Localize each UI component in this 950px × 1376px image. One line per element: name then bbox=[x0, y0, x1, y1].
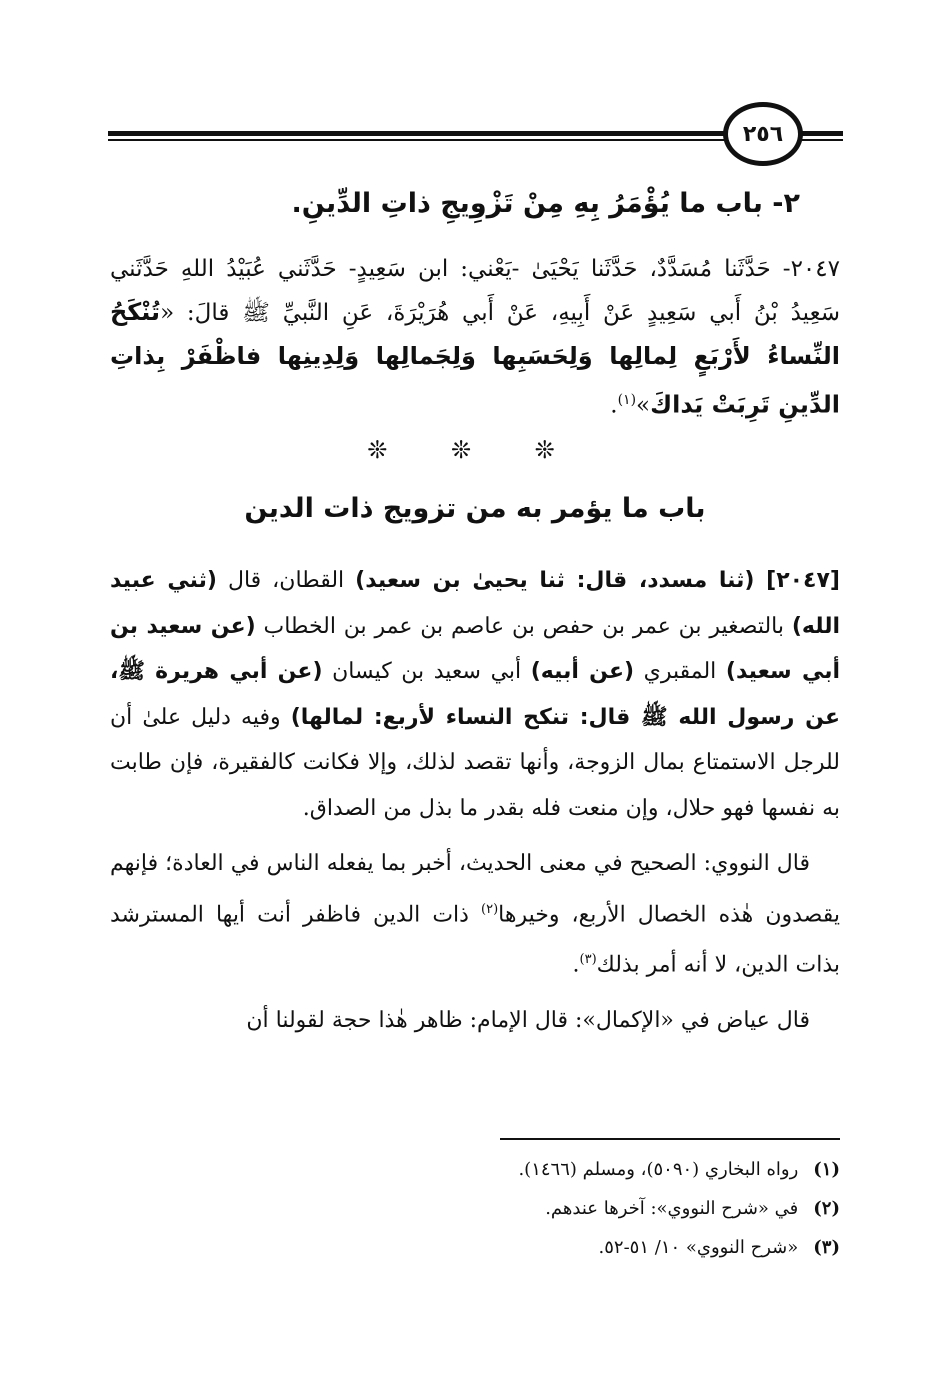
commentary-quote: (عن سعيد بن أبي سعيد) bbox=[110, 613, 840, 684]
footnote-number: (٢) bbox=[813, 1198, 840, 1219]
commentary-body bbox=[110, 558, 840, 1054]
footnote-text: في «شرح النووي»: آخرها عندهم. bbox=[545, 1198, 799, 1219]
commentary-text: . bbox=[572, 952, 580, 978]
page-header bbox=[108, 100, 843, 170]
hadith-end: . bbox=[610, 392, 618, 419]
commentary-paragraph-2 bbox=[110, 841, 840, 988]
commentary-text: وفيه دليل علىٰ أن للرجل الاستمتاع بمال الزوجة، وأنها تقصد لذلك، وإلا فكانت كالفقيرة، فإن طابت به نفسها فهو حلال، وإن منعت فله بقدر ما بذل من الصداق. bbox=[110, 704, 840, 821]
footnote-text: رواه البخاري (٥٠٩٠)، ومسلم (١٤٦٦). bbox=[518, 1159, 799, 1180]
footnote-ref-3[interactable]: (٣) bbox=[579, 952, 597, 968]
commentary-paragraph-1 bbox=[110, 558, 840, 831]
section-separator: ❊ ❊ ❊ bbox=[367, 436, 583, 464]
commentary-text: القطان، قال bbox=[216, 568, 356, 593]
commentary-quote: [٢٠٤٧] (ثنا مسدد، قال: ثنا يحيىٰ بن سعيد) bbox=[355, 568, 840, 593]
footnote-text: «شرح النووي» ١٠/ ٥١-٥٢. bbox=[598, 1237, 799, 1258]
commentary-title: باب ما يؤمر به من تزويج ذات الدين bbox=[244, 493, 706, 524]
hadith-close-quote: » bbox=[636, 392, 651, 419]
footnote-divider bbox=[500, 1138, 840, 1140]
commentary-text: بالتصغير بن عمر بن حفص بن عاصم بن عمر بن الخطاب bbox=[255, 613, 792, 639]
header-rule bbox=[108, 131, 728, 136]
hadith-isnad: ٢٠٤٧- حَدَّثَنا مُسَدَّدٌ، حَدَّثَنا يَحْيَىٰ -يَعْني: ابن سَعِيدٍ- حَدَّثَني عُبَيْدُ اللهِ حَدَّثَني سَعِيدُ بْنُ أَبي سَعِيدٍ عَنْ أَبِيهِ، عَنْ أَبي هُرَيْرَةَ، عَنِ النَّبيِّ ﷺ قالَ: « bbox=[110, 256, 840, 326]
chapter-title: ٢- باب ما يُؤْمَرُ بِهِ مِنْ تَزْوِيجِ ذاتِ الدِّينِ. bbox=[291, 188, 800, 219]
footnote-number: (١) bbox=[813, 1159, 840, 1180]
footnote-number: (٣) bbox=[813, 1237, 840, 1258]
commentary-quote: (عن أبيه) bbox=[530, 659, 635, 684]
footnote-item bbox=[110, 1189, 840, 1228]
footnote-ref-1[interactable]: (١) bbox=[617, 392, 637, 408]
header-rule-right bbox=[798, 131, 843, 136]
footnote-item bbox=[110, 1150, 840, 1189]
commentary-text: ذات الدين فاظفر أنت أيها المسترشد بذات الدين، لا أنه أمر بذلك bbox=[110, 901, 840, 978]
footnote-item bbox=[110, 1228, 840, 1267]
commentary-quote: (عن أبي هريرة ﷺ، عن رسول الله ﷺ قال: تنكح النساء لأربع: لمالها) bbox=[110, 659, 840, 730]
header-rule-right-thin bbox=[798, 139, 843, 141]
footnote-ref-2[interactable]: (٢) bbox=[481, 901, 499, 917]
commentary-text: أبي سعيد بن كيسان bbox=[322, 659, 531, 684]
hadith-text bbox=[110, 248, 840, 428]
page-number-badge bbox=[723, 102, 803, 166]
hadith-matn: تُنْكَحُ النِّساءُ لأَرْبَعٍ لِمالِها وَلِحَسَبِها وَلِجَمالِها وَلِدِينِها فاظْفَرْ بِذاتِ الدِّينِ تَرِبَتْ يَداكَ bbox=[110, 298, 840, 419]
header-rule-thin bbox=[108, 139, 728, 141]
page-number: ٢٥٦ bbox=[742, 121, 784, 147]
footnotes bbox=[110, 1150, 840, 1267]
commentary-quote: (ثني عبيد الله) bbox=[110, 568, 841, 639]
commentary-text: قال النووي: الصحيح في معنى الحديث، أخبر بما يفعله الناس في العادة؛ فإنهم يقصدون هٰذه الخصال الأربع، وخيرها bbox=[110, 851, 840, 927]
commentary-paragraph-3: قال عياض في «الإكمال»: قال الإمام: ظاهر هٰذا حجة لقولنا أن bbox=[246, 1008, 810, 1034]
commentary-text: المقبري bbox=[634, 659, 726, 684]
